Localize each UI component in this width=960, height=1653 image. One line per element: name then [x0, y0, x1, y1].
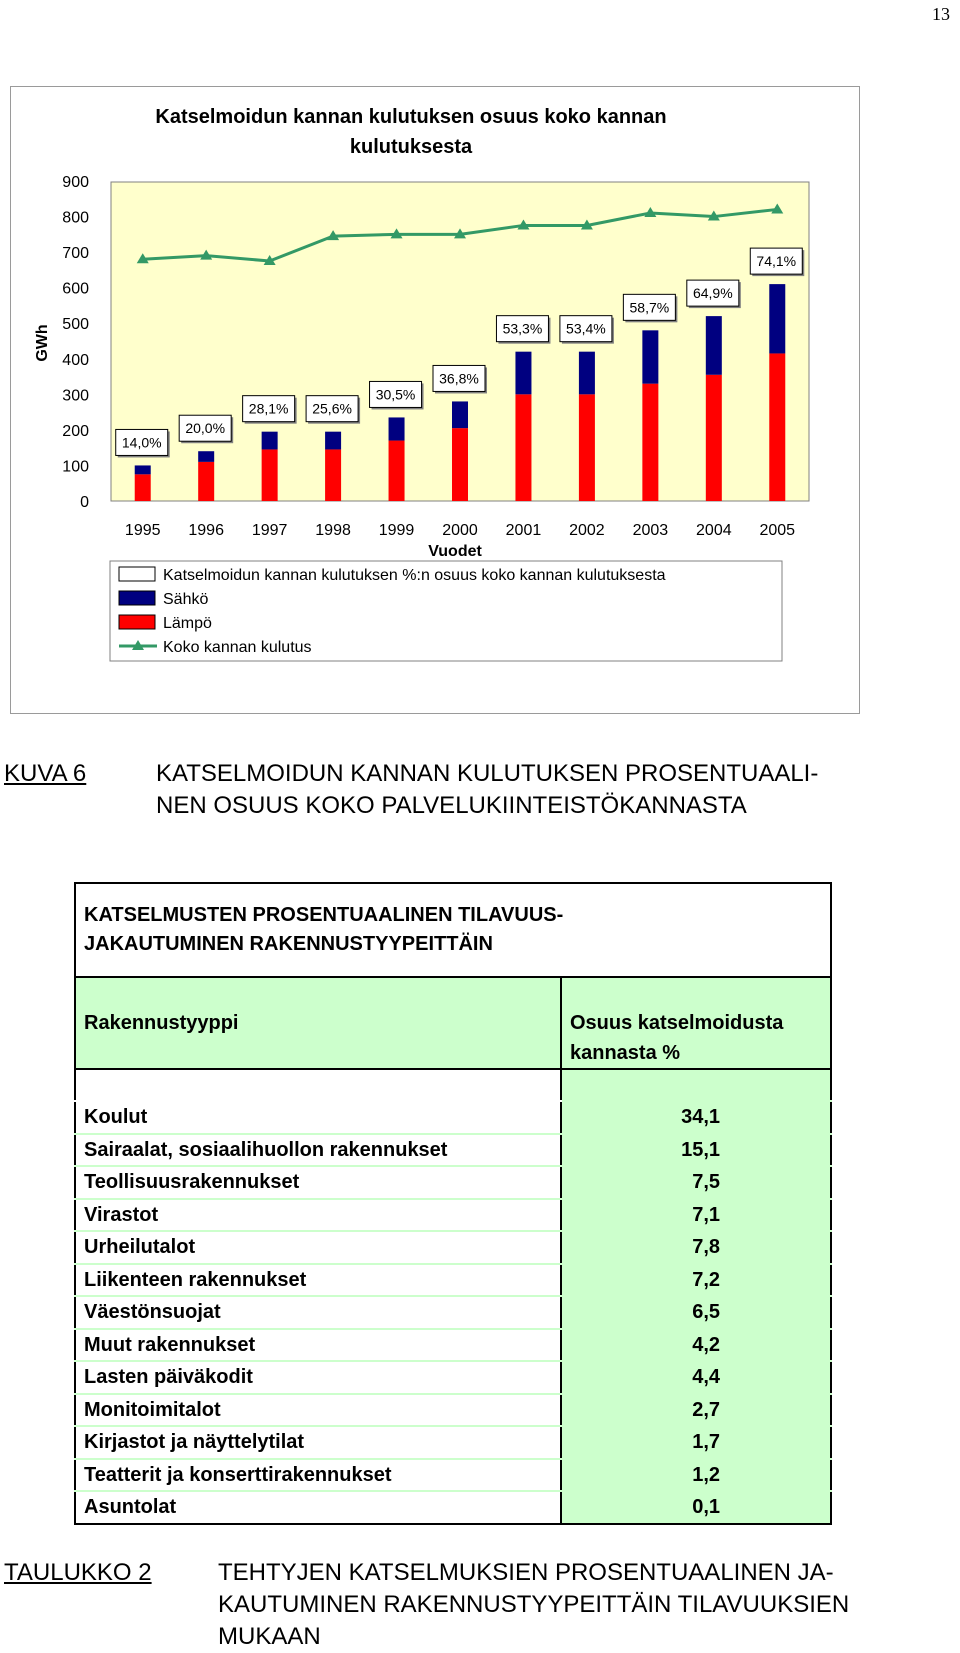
row-building-type: Sairaalat, sosiaalihuollon rakennukset: [75, 1134, 561, 1167]
row-building-type: Urheilutalot: [75, 1231, 561, 1264]
table-row: [75, 1264, 831, 1297]
chart-frame: [10, 86, 860, 714]
bar-lampo: [135, 474, 151, 501]
table-caption-line-2: KAUTUMINEN RAKENNUSTYYPEITTÄIN TILAVUUKSIEN: [218, 1591, 850, 1618]
bar-sahko: [198, 451, 214, 462]
legend-swatch-lampo: [119, 615, 155, 629]
table-row: [75, 1101, 831, 1134]
table-title: [75, 883, 831, 977]
chart-title-line: Katselmoidun kannan kulutuksen osuus koko kannan: [155, 106, 667, 128]
bar-sahko: [262, 432, 278, 450]
figure-caption-label: KUVA 6: [4, 760, 87, 787]
column-header-share-line-2: kannasta %: [570, 1042, 681, 1064]
row-share-value: 15,1: [561, 1134, 831, 1167]
bar-lampo: [706, 375, 722, 501]
table-row: [75, 1459, 831, 1492]
bar-lampo: [769, 353, 785, 501]
figure-caption-line-2: NEN OSUUS KOKO PALVELUKIINTEISTÖKANNASTA: [156, 792, 747, 819]
x-tick-label: 1999: [378, 522, 415, 539]
y-tick-label: 900: [62, 174, 89, 191]
page-number: 13: [932, 4, 950, 24]
table-row: [75, 1426, 831, 1459]
consumption-chart: [11, 87, 859, 713]
table-row: [75, 1166, 831, 1199]
y-tick-label: 0: [80, 494, 89, 511]
x-tick-label: 2001: [505, 522, 542, 539]
table-caption-line-3: MUKAAN: [218, 1623, 321, 1650]
x-tick-label: 2002: [569, 522, 605, 539]
row-share-value: 4,2: [561, 1329, 831, 1362]
bar-sahko: [325, 432, 341, 450]
pct-label: 58,7%: [629, 299, 670, 316]
table-row: [75, 1134, 831, 1167]
table-title-line-2: JAKAUTUMINEN RAKENNUSTYYPEITTÄIN: [84, 933, 493, 955]
row-building-type: Teollisuusrakennukset: [75, 1166, 561, 1199]
bar-sahko: [515, 352, 531, 395]
table-row: [75, 1361, 831, 1394]
column-header-share-line-1: Osuus katselmoidusta: [570, 1012, 784, 1034]
table-caption: [4, 1557, 954, 1651]
bar-sahko: [706, 316, 722, 375]
pct-label: 25,6%: [312, 400, 352, 417]
table-spacer-row: [75, 1069, 831, 1101]
bar-lampo: [389, 441, 405, 501]
row-building-type: Liikenteen rakennukset: [75, 1264, 561, 1297]
pct-label: 30,5%: [375, 386, 416, 403]
table-row: [75, 1296, 831, 1329]
row-share-value: 0,1: [561, 1491, 831, 1524]
row-building-type: Muut rakennukset: [75, 1329, 561, 1362]
x-axis-label: Vuodet: [428, 543, 482, 560]
bar-lampo: [579, 394, 595, 501]
row-share-value: 7,5: [561, 1166, 831, 1199]
column-header-share: [561, 977, 831, 1069]
legend-item-label: Sähkö: [163, 591, 209, 608]
pct-label: 53,4%: [566, 320, 606, 337]
y-tick-label: 600: [62, 280, 89, 298]
building-type-table: [74, 882, 832, 1525]
row-building-type: Koulut: [75, 1101, 561, 1134]
x-tick-label: 2000: [442, 522, 478, 539]
column-header-type: Rakennustyyppi: [75, 977, 561, 1069]
row-share-value: 7,8: [561, 1231, 831, 1264]
y-tick-label: 700: [62, 245, 89, 263]
table-caption-label: TAULUKKO 2: [4, 1559, 152, 1586]
y-tick-label: 800: [62, 209, 89, 227]
bar-lampo: [198, 462, 214, 501]
table-row: [75, 1329, 831, 1362]
legend-swatch-sahko: [119, 591, 155, 605]
row-building-type: Väestönsuojat: [75, 1296, 561, 1329]
bar-lampo: [262, 449, 278, 501]
figure-caption: [4, 758, 904, 828]
figure-caption-line-1: KATSELMOIDUN KANNAN KULUTUKSEN PROSENTUAALI-: [156, 760, 819, 787]
table-row: [75, 1394, 831, 1427]
pct-label: 20,0%: [185, 420, 226, 437]
x-tick-label: 1997: [251, 522, 288, 539]
bar-sahko: [579, 352, 595, 395]
legend-item-label: Lämpö: [163, 615, 212, 632]
row-building-type: Virastot: [75, 1199, 561, 1232]
bar-sahko: [389, 417, 405, 440]
y-tick-label: 400: [62, 351, 89, 369]
x-tick-label: 2004: [696, 522, 732, 539]
legend-swatch-pct: [119, 567, 155, 581]
table-title-line-1: KATSELMUSTEN PROSENTUAALINEN TILAVUUS-: [84, 904, 564, 926]
chart-title-line: kulutuksesta: [349, 136, 473, 158]
y-axis-label: GWh: [34, 324, 51, 362]
x-tick-label: 1995: [124, 522, 161, 539]
pct-label: 28,1%: [248, 400, 289, 417]
x-tick-label: 1998: [315, 522, 351, 539]
x-tick-label: 2005: [759, 522, 796, 539]
table-caption-line-1: TEHTYJEN KATSELMUKSIEN PROSENTUAALINEN JA-: [218, 1559, 834, 1586]
row-building-type: Lasten päiväkodit: [75, 1361, 561, 1394]
row-building-type: Teatterit ja konserttirakennukset: [75, 1459, 561, 1492]
table-row: [75, 1231, 831, 1264]
bar-sahko: [769, 284, 785, 353]
y-tick-label: 100: [62, 458, 89, 476]
bar-sahko: [452, 401, 468, 428]
table-row: [75, 1199, 831, 1232]
y-tick-label: 300: [62, 387, 89, 405]
bar-sahko: [135, 465, 151, 474]
row-building-type: Kirjastot ja näyttelytilat: [75, 1426, 561, 1459]
row-share-value: 4,4: [561, 1361, 831, 1394]
pct-label: 74,1%: [756, 253, 797, 270]
row-share-value: 34,1: [561, 1101, 831, 1134]
x-tick-label: 1996: [188, 522, 224, 539]
row-share-value: 6,5: [561, 1296, 831, 1329]
pct-label: 14,0%: [121, 434, 162, 451]
pct-label: 53,3%: [502, 320, 543, 337]
row-share-value: 1,2: [561, 1459, 831, 1492]
x-tick-label: 2003: [632, 522, 669, 539]
bar-lampo: [642, 384, 658, 501]
row-building-type: Monitoimitalot: [75, 1394, 561, 1427]
bar-sahko: [642, 330, 658, 383]
row-share-value: 2,7: [561, 1394, 831, 1427]
row-share-value: 7,2: [561, 1264, 831, 1297]
legend-item-label: Katselmoidun kannan kulutuksen %:n osuus koko kannan kulutuksesta: [163, 567, 666, 584]
table-row: [75, 1491, 831, 1524]
bar-lampo: [452, 428, 468, 501]
bar-lampo: [515, 394, 531, 501]
y-tick-label: 500: [62, 316, 89, 334]
bar-lampo: [325, 449, 341, 501]
pct-label: 36,8%: [439, 370, 479, 387]
row-share-value: 1,7: [561, 1426, 831, 1459]
row-building-type: Asuntolat: [75, 1491, 561, 1524]
y-tick-label: 200: [62, 422, 89, 440]
pct-label: 64,9%: [692, 285, 733, 302]
row-share-value: 7,1: [561, 1199, 831, 1232]
legend-item-label: Koko kannan kulutus: [163, 639, 312, 656]
